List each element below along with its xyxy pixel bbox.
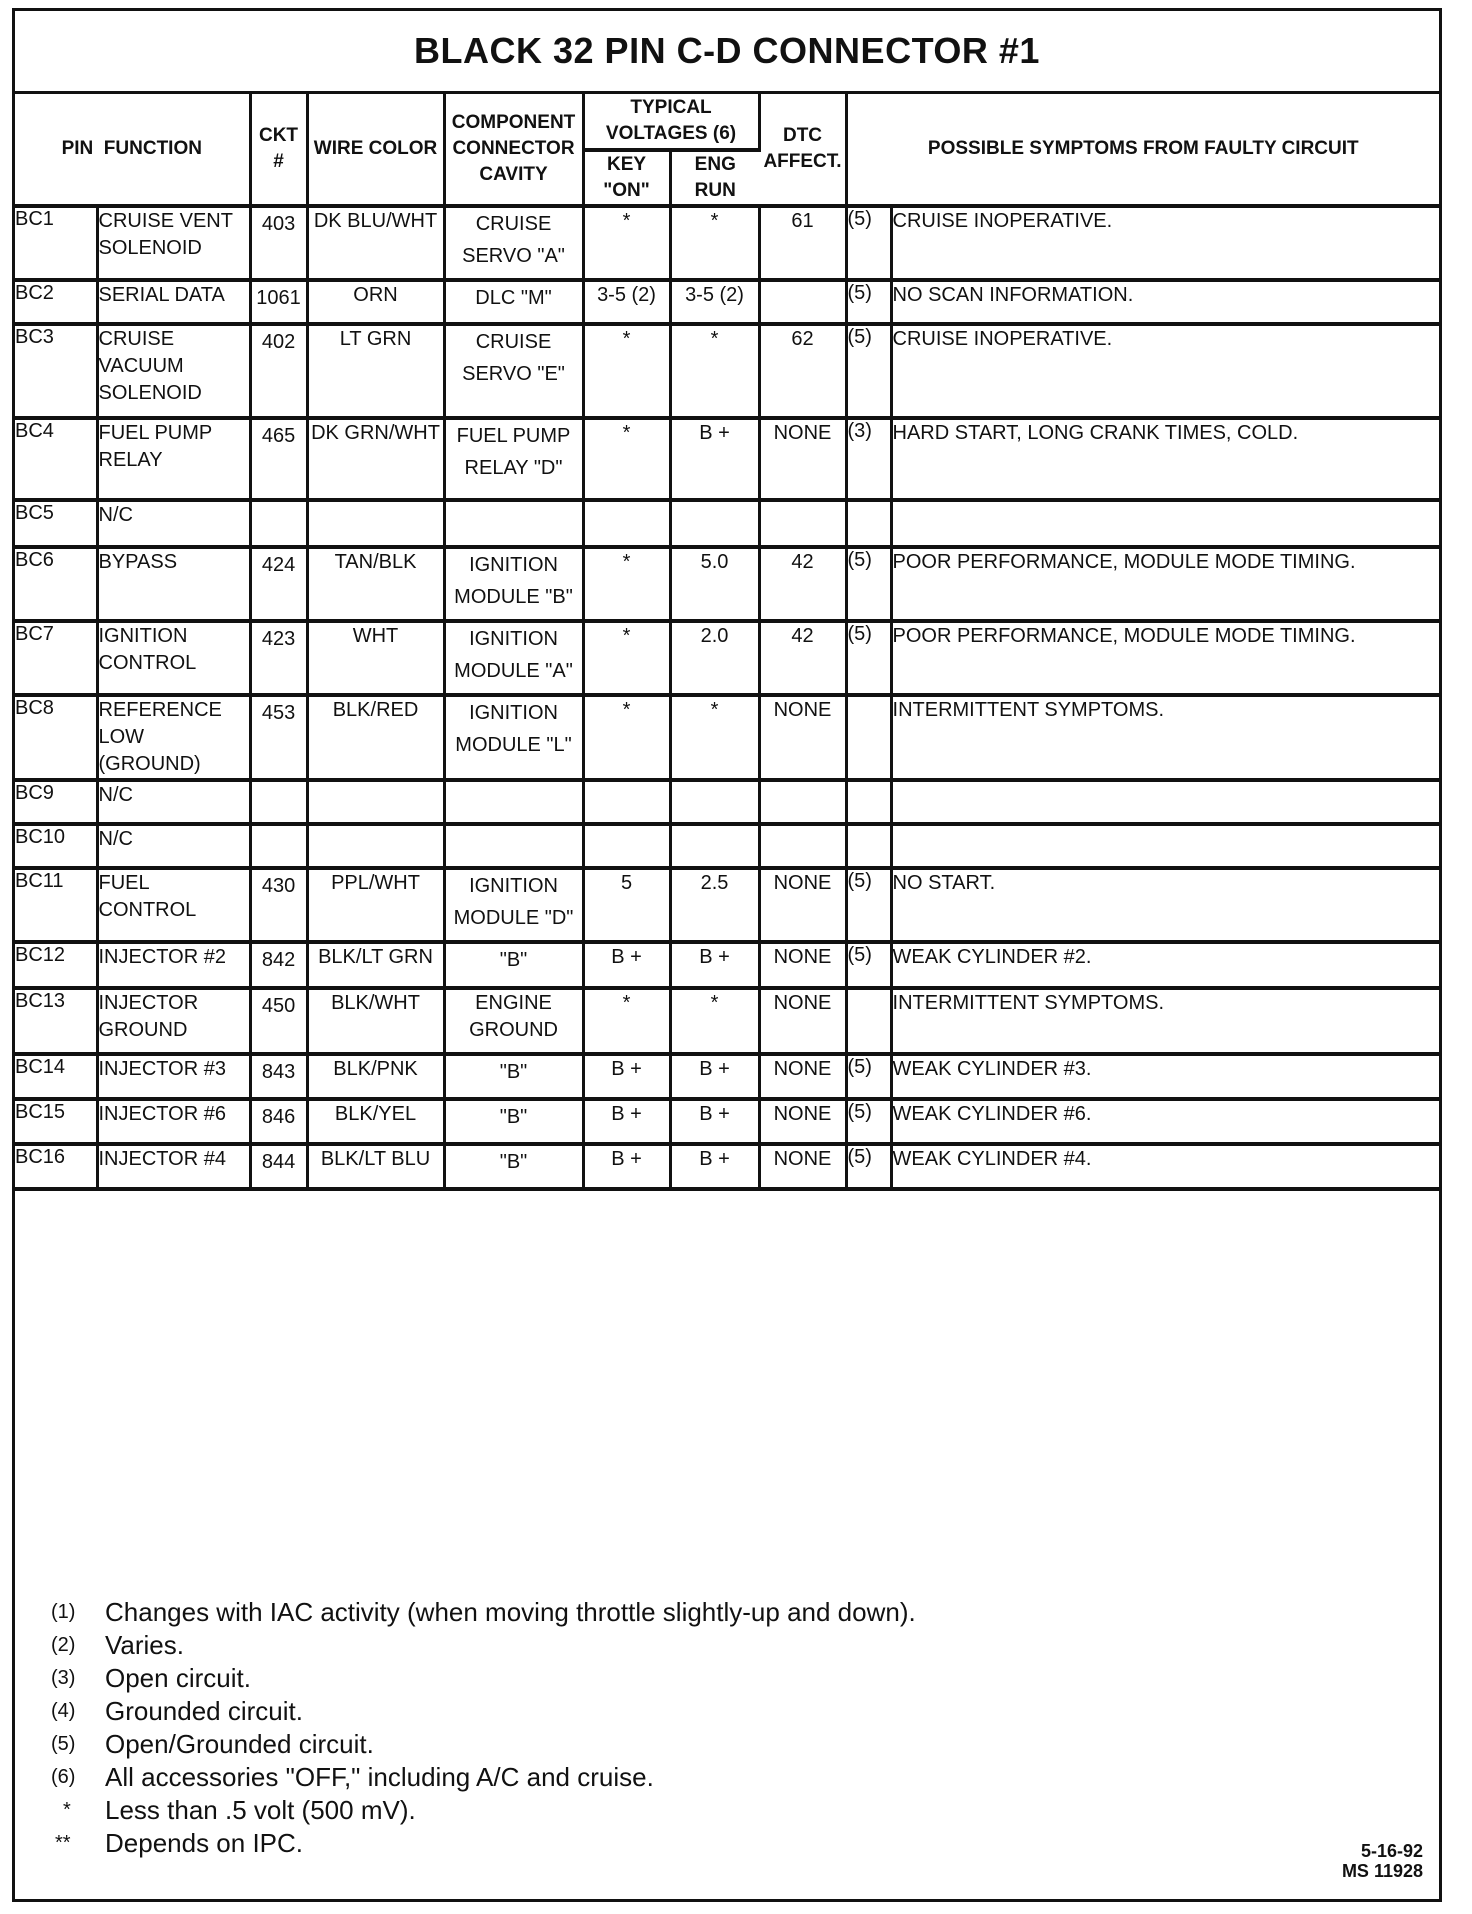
table-row — [15, 500, 1439, 547]
wire-color-cell: BLK/LT BLU — [307, 1144, 444, 1189]
cavity-cell: DLC "M" — [444, 280, 583, 324]
ckt-cell: 450 — [250, 988, 307, 1054]
footnote-text: Varies. — [105, 1630, 184, 1660]
cavity-cell — [444, 500, 583, 547]
note-ref-cell: (5) — [846, 547, 891, 621]
pin-table — [15, 94, 1439, 1191]
key-on-cell: * — [583, 206, 670, 280]
footnote-text: All accessories "OFF," including A/C and cruise. — [105, 1762, 654, 1792]
header-symptoms: POSSIBLE SYMPTOMS FROM FAULTY CIRCUIT — [846, 94, 1439, 206]
footnote — [51, 1662, 916, 1695]
function-cell: CRUISE VENT SOLENOID — [97, 206, 250, 280]
wire-color-cell — [307, 824, 444, 868]
function-cell: REFERENCE LOW (GROUND) — [97, 695, 250, 780]
note-ref-cell: (5) — [846, 1144, 891, 1189]
function-cell: BYPASS — [97, 547, 250, 621]
ckt-cell — [250, 780, 307, 824]
table-row — [15, 824, 1439, 868]
eng-run-cell — [670, 824, 759, 868]
footnote-key: (2) — [51, 1634, 76, 1656]
eng-run-cell: 5.0 — [670, 547, 759, 621]
key-on-cell — [583, 500, 670, 547]
footnote — [51, 1728, 916, 1761]
pin-cell: BC3 — [15, 324, 97, 418]
wire-color-cell: BLK/YEL — [307, 1099, 444, 1144]
wire-color-cell: PPL/WHT — [307, 868, 444, 942]
eng-run-cell: * — [670, 206, 759, 280]
cavity-cell — [444, 780, 583, 824]
ckt-cell: 843 — [250, 1054, 307, 1099]
dtc-cell: 42 — [759, 547, 846, 621]
header-pin-function: PIN FUNCTION — [15, 94, 250, 206]
dtc-cell: 61 — [759, 206, 846, 280]
function-cell: INJECTOR #2 — [97, 942, 250, 988]
dtc-cell: NONE — [759, 868, 846, 942]
note-ref-cell: (5) — [846, 868, 891, 942]
note-ref-cell — [846, 988, 891, 1054]
stamp-date: 5-16-92 — [1360, 1841, 1423, 1861]
symptom-cell — [891, 824, 1439, 868]
eng-run-cell: 2.0 — [670, 621, 759, 695]
footnote — [51, 1596, 916, 1629]
table-row — [15, 988, 1439, 1054]
footnote-text: Open/Grounded circuit. — [105, 1729, 374, 1759]
footnote — [51, 1761, 916, 1794]
footnote-text: Open circuit. — [105, 1663, 251, 1693]
table-row — [15, 1144, 1439, 1189]
key-on-cell: * — [583, 621, 670, 695]
symptom-cell: CRUISE INOPERATIVE. — [891, 324, 1439, 418]
ckt-cell: 1061 — [250, 280, 307, 324]
note-ref-cell: (5) — [846, 206, 891, 280]
note-ref-cell: (5) — [846, 324, 891, 418]
wire-color-cell: BLK/RED — [307, 695, 444, 780]
function-cell: INJECTOR #6 — [97, 1099, 250, 1144]
header-component-cavity: COMPONENT CONNECTOR CAVITY — [444, 94, 583, 206]
table-row — [15, 324, 1439, 418]
header-dtc: DTC AFFECT. — [759, 94, 846, 206]
function-cell: N/C — [97, 500, 250, 547]
symptom-cell: NO SCAN INFORMATION. — [891, 280, 1439, 324]
ckt-cell: 424 — [250, 547, 307, 621]
symptom-cell: WEAK CYLINDER #4. — [891, 1144, 1439, 1189]
symptom-cell — [891, 780, 1439, 824]
note-ref-cell: (5) — [846, 1099, 891, 1144]
pin-cell: BC4 — [15, 418, 97, 500]
ckt-cell: 842 — [250, 942, 307, 988]
wire-color-cell: ORN — [307, 280, 444, 324]
ckt-cell — [250, 500, 307, 547]
symptom-cell: INTERMITTENT SYMPTOMS. — [891, 695, 1439, 780]
wire-color-cell: LT GRN — [307, 324, 444, 418]
cavity-cell: ENGINE GROUND — [444, 988, 583, 1054]
footnote-text: Depends on IPC. — [105, 1828, 304, 1858]
table-row — [15, 1099, 1439, 1144]
eng-run-cell — [670, 500, 759, 547]
note-ref-cell — [846, 500, 891, 547]
function-cell: SERIAL DATA — [97, 280, 250, 324]
footnote-text: Grounded circuit. — [105, 1696, 303, 1726]
wire-color-cell: BLK/WHT — [307, 988, 444, 1054]
function-cell: CRUISE VACUUM SOLENOID — [97, 324, 250, 418]
cavity-cell: CRUISE SERVO "A" — [444, 206, 583, 280]
table-row — [15, 942, 1439, 988]
footnote-key: (3) — [51, 1667, 76, 1689]
cavity-cell: "B" — [444, 1099, 583, 1144]
footnote-key: (5) — [51, 1733, 76, 1755]
cavity-cell: CRUISE SERVO "E" — [444, 324, 583, 418]
note-ref-cell: (5) — [846, 1054, 891, 1099]
symptom-cell: CRUISE INOPERATIVE. — [891, 206, 1439, 280]
pin-cell: BC10 — [15, 824, 97, 868]
function-cell: N/C — [97, 824, 250, 868]
dtc-cell: 42 — [759, 621, 846, 695]
ckt-cell: 402 — [250, 324, 307, 418]
note-ref-cell: (5) — [846, 280, 891, 324]
symptom-cell — [891, 500, 1439, 547]
pin-cell: BC14 — [15, 1054, 97, 1099]
key-on-cell: B + — [583, 1054, 670, 1099]
pin-cell: BC12 — [15, 942, 97, 988]
eng-run-cell: 2.5 — [670, 868, 759, 942]
cavity-cell: IGNITION MODULE "A" — [444, 621, 583, 695]
header-ckt: CKT # — [250, 94, 307, 206]
stamp-code: MS 11928 — [1341, 1861, 1423, 1881]
key-on-cell: 5 — [583, 868, 670, 942]
pin-cell: BC1 — [15, 206, 97, 280]
wire-color-cell — [307, 500, 444, 547]
key-on-cell: * — [583, 418, 670, 500]
symptom-cell: NO START. — [891, 868, 1439, 942]
footnote-text: Less than .5 volt (500 mV). — [105, 1795, 416, 1825]
pin-cell: BC13 — [15, 988, 97, 1054]
ckt-cell: 403 — [250, 206, 307, 280]
symptom-cell: POOR PERFORMANCE, MODULE MODE TIMING. — [891, 547, 1439, 621]
table-row — [15, 868, 1439, 942]
dtc-cell: NONE — [759, 942, 846, 988]
key-on-cell — [583, 824, 670, 868]
dtc-cell — [759, 500, 846, 547]
cavity-cell: IGNITION MODULE "B" — [444, 547, 583, 621]
footnote-key: (4) — [51, 1700, 76, 1722]
note-ref-cell — [846, 824, 891, 868]
cavity-cell: IGNITION MODULE "L" — [444, 695, 583, 780]
key-on-cell: * — [583, 324, 670, 418]
cavity-cell — [444, 824, 583, 868]
wire-color-cell: WHT — [307, 621, 444, 695]
symptom-cell: WEAK CYLINDER #2. — [891, 942, 1439, 988]
wire-color-cell: TAN/BLK — [307, 547, 444, 621]
eng-run-cell — [670, 780, 759, 824]
function-cell: N/C — [97, 780, 250, 824]
eng-run-cell: B + — [670, 418, 759, 500]
footnote-key: ** — [55, 1832, 71, 1854]
footnote-key: (6) — [51, 1766, 76, 1788]
table-row — [15, 621, 1439, 695]
dtc-cell: NONE — [759, 1144, 846, 1189]
cavity-cell: "B" — [444, 1144, 583, 1189]
symptom-cell: INTERMITTENT SYMPTOMS. — [891, 988, 1439, 1054]
key-on-cell: B + — [583, 1099, 670, 1144]
pin-cell: BC15 — [15, 1099, 97, 1144]
key-on-cell: * — [583, 547, 670, 621]
ckt-cell: 844 — [250, 1144, 307, 1189]
table-row — [15, 280, 1439, 324]
eng-run-cell: * — [670, 988, 759, 1054]
wire-color-cell: BLK/PNK — [307, 1054, 444, 1099]
key-on-cell — [583, 780, 670, 824]
pin-cell: BC2 — [15, 280, 97, 324]
pin-cell: BC8 — [15, 695, 97, 780]
eng-run-cell: B + — [670, 942, 759, 988]
key-on-cell: * — [583, 988, 670, 1054]
ckt-cell: 846 — [250, 1099, 307, 1144]
symptom-cell: POOR PERFORMANCE, MODULE MODE TIMING. — [891, 621, 1439, 695]
chart-title: BLACK 32 PIN C-D CONNECTOR #1 — [15, 11, 1439, 94]
footnotes — [51, 1596, 916, 1860]
eng-run-cell: B + — [670, 1144, 759, 1189]
eng-run-cell: * — [670, 695, 759, 780]
note-ref-cell: (5) — [846, 942, 891, 988]
dtc-cell: NONE — [759, 695, 846, 780]
footnote — [51, 1695, 916, 1728]
symptom-cell: WEAK CYLINDER #6. — [891, 1099, 1439, 1144]
function-cell: INJECTOR #4 — [97, 1144, 250, 1189]
dtc-cell: NONE — [759, 1099, 846, 1144]
eng-run-cell: B + — [670, 1099, 759, 1144]
cavity-cell: "B" — [444, 942, 583, 988]
pin-cell: BC9 — [15, 780, 97, 824]
header-typical-voltages: TYPICAL VOLTAGES (6) — [583, 94, 759, 150]
ckt-cell: 423 — [250, 621, 307, 695]
key-on-cell: B + — [583, 1144, 670, 1189]
table-row — [15, 780, 1439, 824]
dtc-cell: NONE — [759, 418, 846, 500]
key-on-cell: 3-5 (2) — [583, 280, 670, 324]
header-wire-color: WIRE COLOR — [307, 94, 444, 206]
cavity-cell: "B" — [444, 1054, 583, 1099]
pin-cell: BC6 — [15, 547, 97, 621]
ckt-cell: 465 — [250, 418, 307, 500]
connector-chart — [12, 8, 1442, 1902]
function-cell: FUEL CONTROL — [97, 868, 250, 942]
note-ref-cell: (5) — [846, 621, 891, 695]
dtc-cell — [759, 280, 846, 324]
table-row — [15, 418, 1439, 500]
document-stamp — [1342, 1841, 1423, 1881]
wire-color-cell: DK GRN/WHT — [307, 418, 444, 500]
footnote-key: * — [63, 1799, 71, 1821]
eng-run-cell: B + — [670, 1054, 759, 1099]
dtc-cell: NONE — [759, 988, 846, 1054]
table-row — [15, 695, 1439, 780]
note-ref-cell: (3) — [846, 418, 891, 500]
pin-cell: BC11 — [15, 868, 97, 942]
table-row — [15, 1054, 1439, 1099]
ckt-cell: 430 — [250, 868, 307, 942]
note-ref-cell — [846, 780, 891, 824]
pin-cell: BC5 — [15, 500, 97, 547]
header-eng-run: ENG RUN — [670, 150, 759, 206]
footnote-text: Changes with IAC activity (when moving throttle slightly-up and down). — [105, 1597, 916, 1627]
wire-color-cell: BLK/LT GRN — [307, 942, 444, 988]
cavity-cell: IGNITION MODULE "D" — [444, 868, 583, 942]
footnote — [51, 1629, 916, 1662]
footnote — [51, 1794, 916, 1827]
footnote — [51, 1827, 916, 1860]
note-ref-cell — [846, 695, 891, 780]
dtc-cell — [759, 780, 846, 824]
pin-cell: BC16 — [15, 1144, 97, 1189]
eng-run-cell: * — [670, 324, 759, 418]
table-row — [15, 547, 1439, 621]
ckt-cell — [250, 824, 307, 868]
header-key-on: KEY "ON" — [583, 150, 670, 206]
footnote-key: (1) — [51, 1601, 76, 1623]
function-cell: IGNITION CONTROL — [97, 621, 250, 695]
wire-color-cell: DK BLU/WHT — [307, 206, 444, 280]
dtc-cell: 62 — [759, 324, 846, 418]
pin-cell: BC7 — [15, 621, 97, 695]
dtc-cell: NONE — [759, 1054, 846, 1099]
function-cell: FUEL PUMP RELAY — [97, 418, 250, 500]
cavity-cell: FUEL PUMP RELAY "D" — [444, 418, 583, 500]
symptom-cell: HARD START, LONG CRANK TIMES, COLD. — [891, 418, 1439, 500]
wire-color-cell — [307, 780, 444, 824]
function-cell: INJECTOR GROUND — [97, 988, 250, 1054]
ckt-cell: 453 — [250, 695, 307, 780]
key-on-cell: B + — [583, 942, 670, 988]
function-cell: INJECTOR #3 — [97, 1054, 250, 1099]
key-on-cell: * — [583, 695, 670, 780]
symptom-cell: WEAK CYLINDER #3. — [891, 1054, 1439, 1099]
table-row — [15, 206, 1439, 280]
eng-run-cell: 3-5 (2) — [670, 280, 759, 324]
dtc-cell — [759, 824, 846, 868]
